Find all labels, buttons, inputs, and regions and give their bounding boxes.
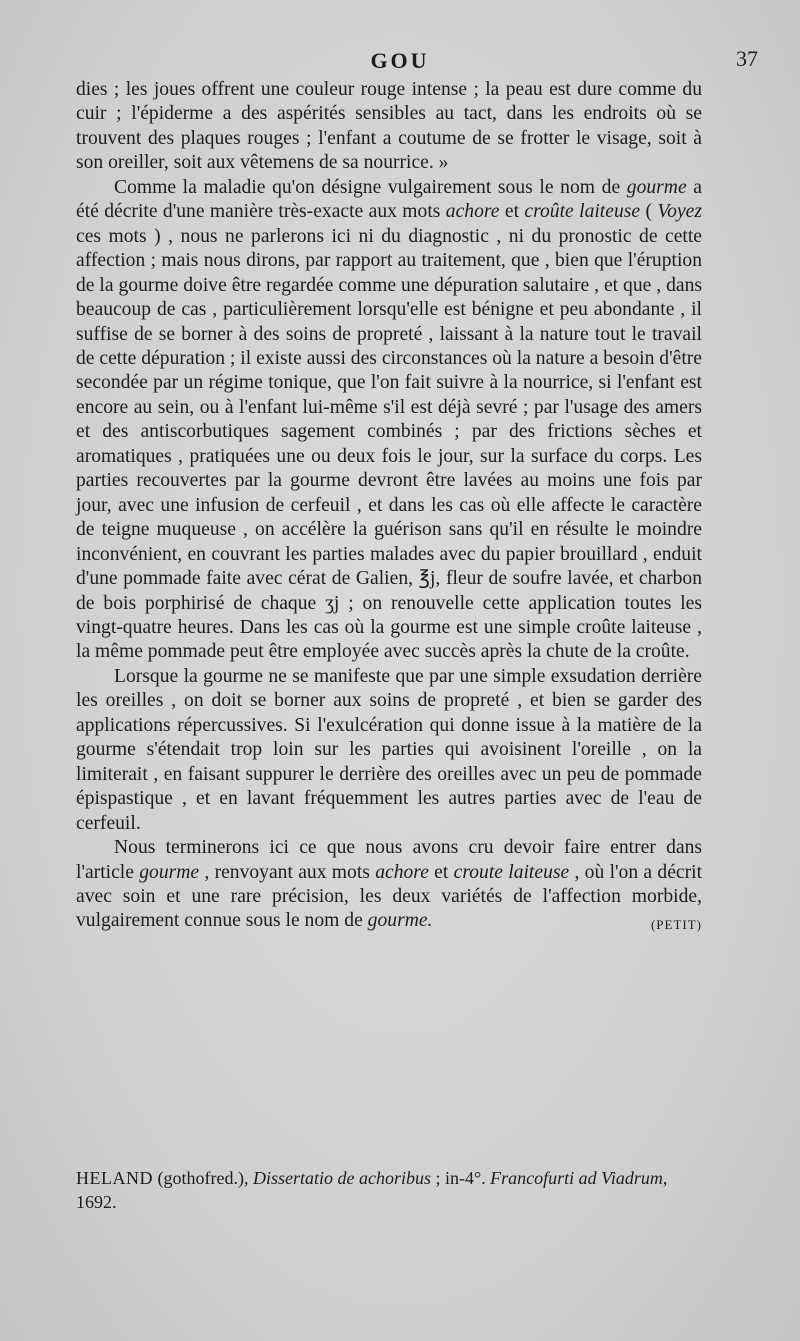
page-number: 37: [736, 46, 758, 71]
biblio-place: Francofurti ad Viadrum: [490, 1168, 663, 1188]
author-signature: (PETIT): [650, 917, 702, 933]
text-run: a été décrite d'une manière très-exacte aux mots: [76, 176, 702, 223]
bibliography-entry: [76, 1166, 706, 1214]
biblio-year: , 1692.: [76, 1168, 668, 1212]
italic-term: gourme.: [367, 910, 433, 932]
paragraph-3: Lorsque la gourme ne se manifeste que par une simple exsudation derrière les oreilles , on doit se borner aux soins de propreté , et bien se garder des applications répercussives. Si l'exulcération qui donne issue à la matière de la gourme s'étendait trop loin sur les parties qui avoisinent l'oreille , on la limiterait , en faisant suppurer le derrière des oreilles avec un peu de pommade épispastique , et en lavant fréquemment les autres parties avec de l'eau de cerfeuil.: [76, 665, 702, 834]
italic-term: croute laiteuse: [453, 861, 570, 883]
text-run: , où l'on a décrit avec soin et une rare précision, les deux variétés de l'affection morbide, vulgairement connue sous le nom de: [76, 861, 703, 932]
italic-term: achore: [375, 861, 429, 883]
italic-term: croûte laiteuse: [524, 201, 641, 223]
text-run: et: [499, 201, 525, 223]
page-header: [0, 44, 800, 76]
paragraph-1: dies ; les joues offrent une couleur rouge intense ; la peau est dure comme du cuir ; l'épiderme a des aspérités sensibles au tact, dans les endroits où se trouvent des plaques rouges ; l'enfant a coutume de se frotter le visage, soit à son oreiller, soit aux vêtemens de sa nourrice. »: [76, 79, 702, 174]
text-run: (: [640, 201, 658, 223]
paragraph-2: [76, 176, 702, 665]
text-run: , renvoyant aux mots: [199, 861, 376, 883]
text-run: et: [428, 861, 454, 883]
italic-term: gourme: [626, 176, 687, 198]
italic-term: achore: [445, 201, 500, 223]
text-run: ces mots ) , nous ne parlerons ici ni du diagnostic , ni du pronostic de cette affection ; mais nous dirons, par rapport au traitement, que , bien que l'éruption de la gourme doive être regardée comme une dépuration salutaire , et que , dans beaucoup de cas , particulièrement lorsqu'elle est bénigne et peu abondante , il suffise de se borner à des soins de propreté , laissant à la nature tout le travail de cette dépuration ; il existe aussi des circonstances où la nature a besoin d'être secondée par un régime tonique, que l'on fait suivre à la nourrice, si l'enfant est encore au sein, ou à l'enfant lui-même s'il est déjà sevré ; par l'usage des amers et des antiscorbutiques sagement combinés ; par des frictions sèches et aromatiques , pratiquées une ou deux fois le jour, sur la surface du corps. Les parties recouvertes par la gourme devront être lavées au moins une fois par jour, avec une infusion de cerfeuil , et dans les cas où elle affecte le caractère de teigne muqueuse , on accélère la guérison sans qu'il en résulte le moindre inconvénient, en couvrant les parties malades avec du papier brouillard , enduit d'une pommade faite avec cérat de Galien, ℥j, fleur de soufre lavée, et charbon de bois porphirisé de chaque ʒj ; on renouvelle cette application toutes les vingt-quatre heures. Dans les cas où la gourme est une simple croûte laiteuse , la même pommade peut être employée avec succès après la chute de la croûte.: [76, 225, 702, 663]
italic-term: Voyez: [657, 201, 703, 223]
body-text: [76, 78, 702, 938]
running-head: GOU: [370, 48, 430, 73]
biblio-author-given: (gothofred.),: [153, 1168, 253, 1188]
biblio-title: Dissertatio de achoribus: [252, 1168, 431, 1188]
text-run: Nous terminerons ici ce que nous avons cru devoir faire entrer dans l'article: [76, 837, 702, 883]
biblio-author: HELAND: [76, 1168, 153, 1188]
paragraph-4: [76, 836, 702, 934]
text-run: Comme la maladie qu'on désigne vulgairement sous le nom de: [114, 176, 627, 198]
biblio-format: ; in-4°.: [430, 1168, 491, 1188]
italic-term: gourme: [139, 861, 200, 883]
